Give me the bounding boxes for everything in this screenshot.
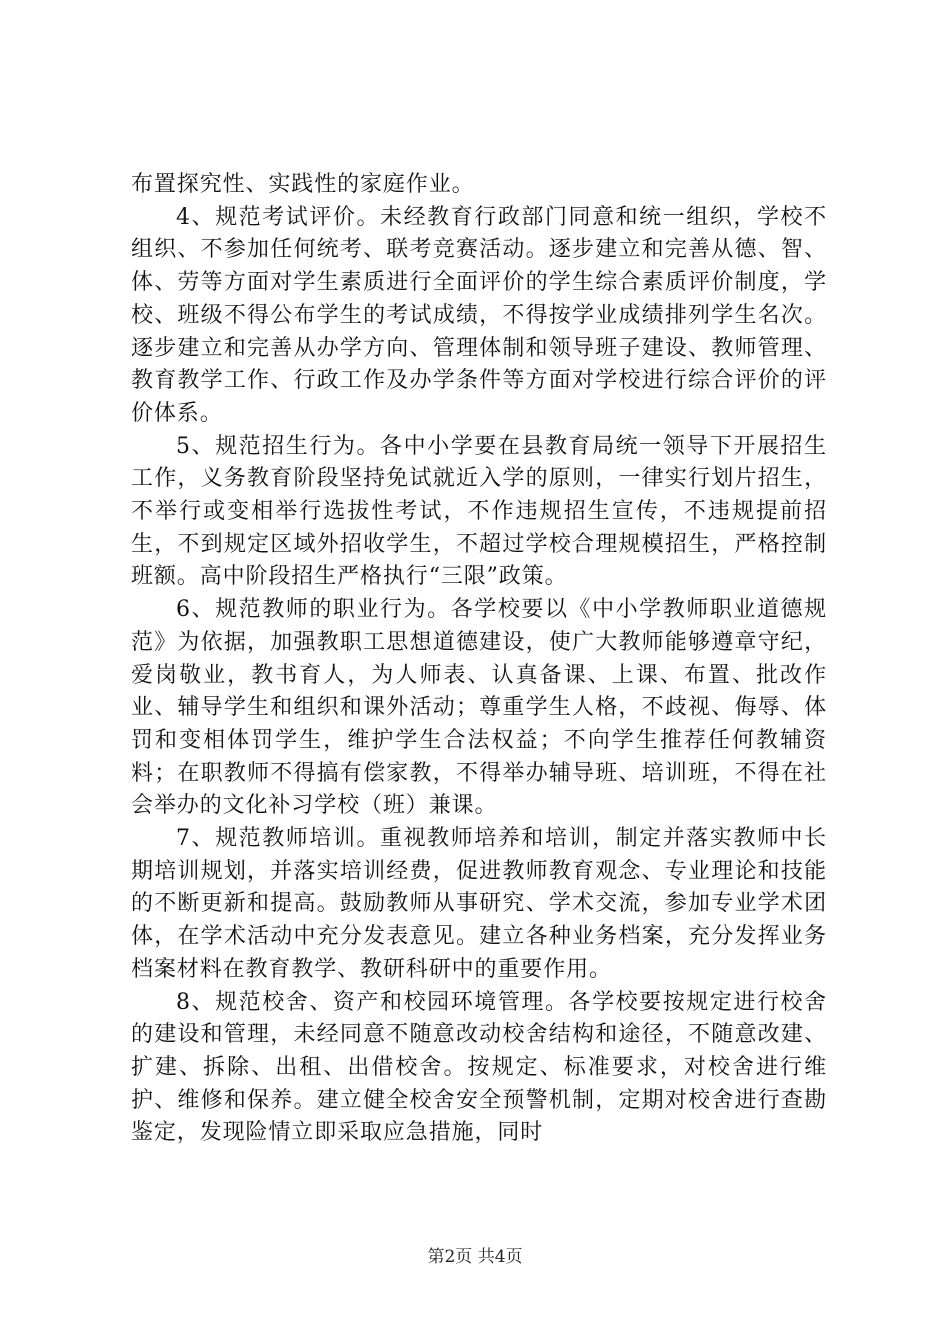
paragraph-campus-management: 8、规范校舍、资产和校园环境管理。各学校要按规定进行校舍的建设和管理，未经同意不随意改动校舍结构和途径，不随意改建、扩建、拆除、出租、出借校舍。按规定、标准要求，对校舍进行维护、维修和保养。建立健全校舍安全预警机制，定期对校舍进行查勘鉴定，发现险情立即采取应急措施，同时 xyxy=(131,989,827,1146)
paragraph-exam-evaluation: 4、规范考试评价。未经教育行政部门同意和统一组织，学校不组织、不参加任何统考、联考竞赛活动。逐步建立和完善从德、智、体、劳等方面对学生素质进行全面评价的学生综合素质评价制度，学校、班级不得公布学生的考试成绩，不得按学业成绩排列学生名次。逐步建立和完善从办学方向、管理体制和领导班子建设、教师管理、教育教学工作、行政工作及办学条件等方面对学校进行综合评价的评价体系。 xyxy=(131,204,827,426)
paragraph-teacher-training: 7、规范教师培训。重视教师培养和培训，制定并落实教师中长期培训规划，并落实培训经费，促进教师教育观念、专业理论和技能的不断更新和提高。鼓励教师从事研究、学术交流，参加专业学术团体，在学术活动中充分发表意见。建立各种业务档案，充分发挥业务档案材料在教育教学、教研科研中的重要作用。 xyxy=(131,826,827,982)
paragraph-teacher-conduct: 6、规范教师的职业行为。各学校要以《中小学教师职业道德规范》为依据，加强教职工思想道德建设，使广大教师能够遵章守纪，爱岗敬业，教书育人，为人师表、认真备课、上课、布置、批改作业、辅导学生和组织和课外活动；尊重学生人格，不歧视、侮辱、体罚和变相体罚学生，维护学生合法权益；不向学生推荐任何教辅资料；在职教师不得搞有偿家教，不得举办辅导班、培训班，不得在社会举办的文化补习学校（班）兼课。 xyxy=(131,597,827,819)
paragraph-enrollment: 5、规范招生行为。各中小学要在县教育局统一领导下开展招生工作，义务教育阶段坚持免试就近入学的原则，一律实行划片招生，不举行或变相举行选拔性考试，不作违规招生宣传，不违规提前招生，不到规定区域外招收学生，不超过学校合理规模招生，严格控制班额。高中阶段招生严格执行“三限”政策。 xyxy=(131,433,827,590)
paragraph-continuation: 布置探究性、实践性的家庭作业。 xyxy=(131,172,475,197)
document-body xyxy=(131,169,827,1150)
page-number-footer: 第2页 共4页 xyxy=(427,1247,523,1267)
